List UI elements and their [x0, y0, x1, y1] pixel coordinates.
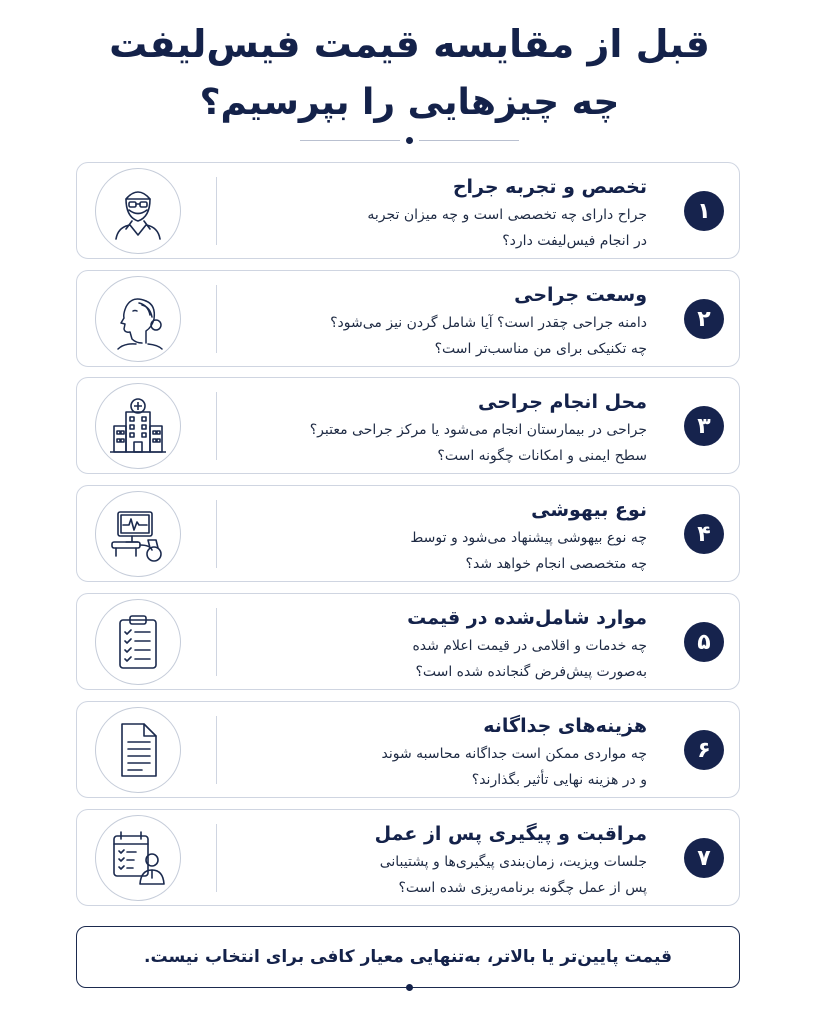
question-description-line: چه تکنیکی برای من مناسب‌تر است؟ — [434, 341, 647, 357]
step-number-badge: ۲ — [684, 299, 724, 339]
step-number-badge: ۶ — [684, 730, 724, 770]
question-description-line: چه متخصصی انجام خواهد شد؟ — [465, 556, 647, 572]
question-card-4 — [76, 485, 740, 582]
question-card-1 — [76, 162, 740, 259]
step-number-badge: ۴ — [684, 514, 724, 554]
step-number-badge: ۱ — [684, 191, 724, 231]
question-title: محل انجام جراحی — [478, 391, 647, 413]
question-title: تخصص و تجربه جراح — [452, 176, 647, 198]
question-description-line: چه خدمات و اقلامی در قیمت اعلام شده — [412, 638, 647, 654]
question-card-7 — [76, 809, 740, 906]
question-description-line: جراحی در بیمارستان انجام می‌شود یا مرکز جراحی معتبر؟ — [309, 422, 647, 438]
footer-note: قیمت پایین‌تر یا بالاتر، به‌تنهایی معیار کافی برای انتخاب نیست. — [143, 947, 673, 967]
document-icon — [95, 707, 181, 793]
question-description-line: جراح دارای چه تخصصی است و چه میزان تجربه — [367, 207, 647, 223]
question-description-line: در انجام فیس‌لیفت دارد؟ — [502, 233, 647, 249]
calendar-patient-icon — [95, 815, 181, 901]
question-description-line: به‌صورت پیش‌فرض گنجانده شده است؟ — [415, 664, 647, 680]
question-description-line: پس از عمل چگونه برنامه‌ریزی شده است؟ — [398, 880, 647, 896]
divider — [216, 716, 217, 784]
page-header — [0, 18, 819, 128]
step-number-badge: ۷ — [684, 838, 724, 878]
question-card-6 — [76, 701, 740, 798]
divider — [216, 177, 217, 245]
question-title: مراقبت و پیگیری پس از عمل — [374, 823, 647, 845]
question-title: موارد شامل‌شده در قیمت — [407, 607, 647, 629]
divider — [216, 500, 217, 568]
question-card-3 — [76, 377, 740, 474]
question-description-line: و در هزینه نهایی تأثیر بگذارند؟ — [471, 772, 647, 788]
question-title: هزینه‌های جداگانه — [483, 715, 647, 737]
question-card-5 — [76, 593, 740, 690]
question-card-2 — [76, 270, 740, 367]
divider — [216, 392, 217, 460]
question-title: نوع بیهوشی — [531, 499, 647, 521]
step-number-badge: ۳ — [684, 406, 724, 446]
divider — [216, 824, 217, 892]
question-description-line: چه نوع بیهوشی پیشنهاد می‌شود و توسط — [410, 530, 647, 546]
question-title: وسعت جراحی — [514, 284, 647, 306]
header-divider — [0, 136, 819, 146]
step-number-badge: ۵ — [684, 622, 724, 662]
footer-note-box — [76, 926, 740, 988]
page-title: قبل از مقایسه قیمت فیس‌لیفت — [109, 22, 710, 66]
divider — [216, 285, 217, 353]
question-description-line: دامنه جراحی چقدر است؟ آیا شامل گردن نیز می‌شود؟ — [330, 315, 647, 331]
surgeon-icon — [95, 168, 181, 254]
face-profile-icon — [95, 276, 181, 362]
clipboard-checklist-icon — [95, 599, 181, 685]
divider — [216, 608, 217, 676]
question-description-line: جلسات ویزیت، زمان‌بندی پیگیری‌ها و پشتیبانی — [379, 854, 647, 870]
page-subtitle: چه چیزهایی را بپرسیم؟ — [199, 82, 620, 123]
footer-divider — [0, 983, 819, 993]
question-description-line: سطح ایمنی و امکانات چگونه است؟ — [437, 448, 647, 464]
hospital-icon — [95, 383, 181, 469]
anesthesia-monitor-icon — [95, 491, 181, 577]
question-description-line: چه مواردی ممکن است جداگانه محاسبه شوند — [381, 746, 647, 762]
